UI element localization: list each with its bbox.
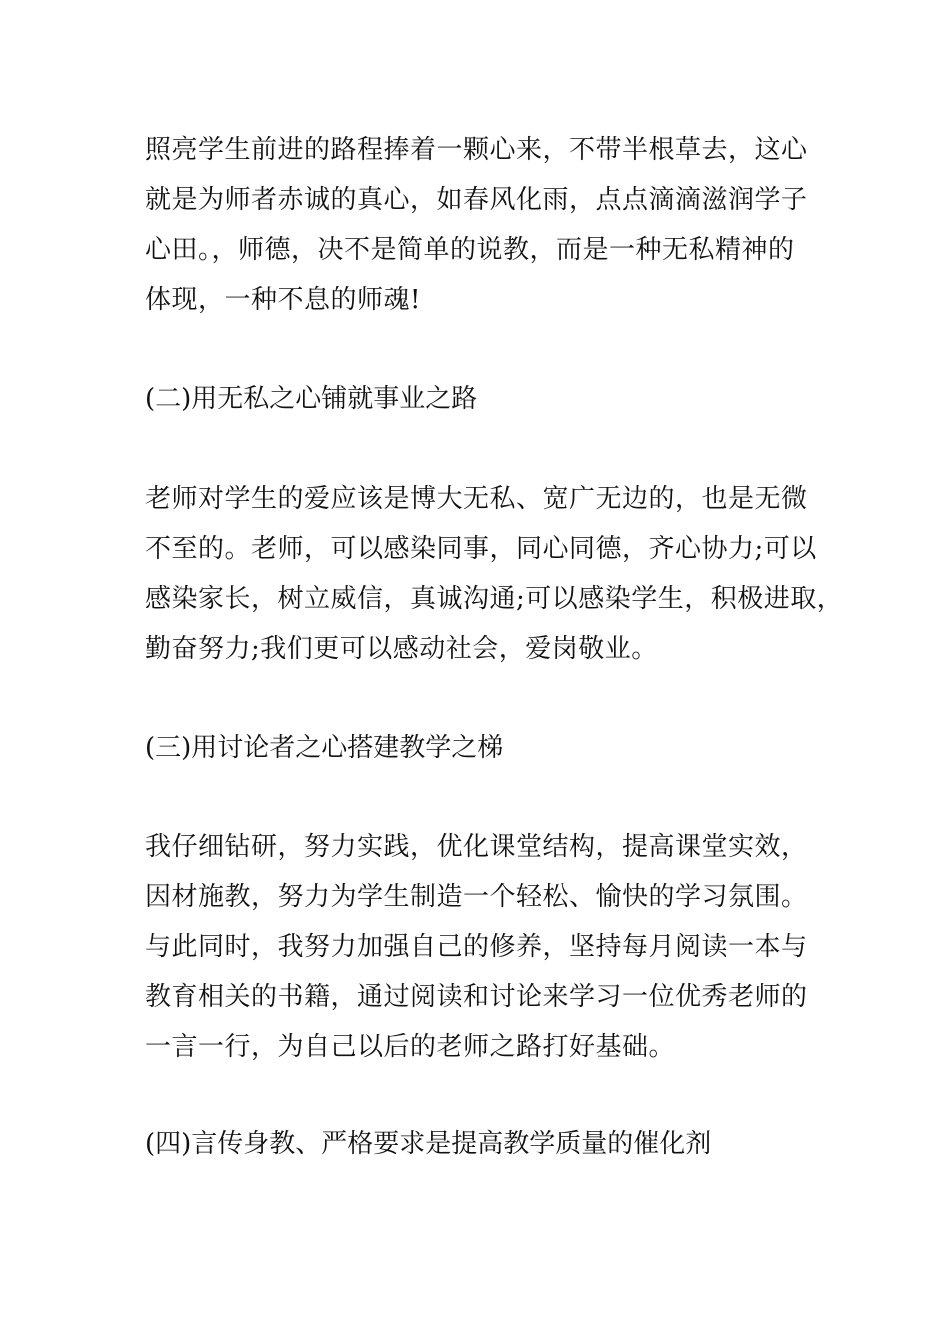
paragraph-line: 勤奋努力;我们更可以感动社会，爱岗敬业。: [145, 634, 658, 664]
paragraph-1: [145, 125, 835, 325]
paragraph-line: 感染家长，树立威信，真诚沟通;可以感染学生，积极进取，: [145, 584, 844, 614]
section-heading-3: (三)用讨论者之心搭建教学之梯: [145, 733, 504, 763]
paragraph-line: 体现，一种不息的师魂!: [145, 285, 421, 315]
section-heading-2: (二)用无私之心铺就事业之路: [145, 384, 478, 414]
paragraph-line: 一言一行，为自己以后的老师之路打好基础。: [145, 1032, 676, 1062]
paragraph-line: 老师对学生的爱应该是博大无私、宽广无边的，也是无微: [145, 484, 808, 514]
paragraph-3: [145, 822, 835, 1072]
paragraph-2: [145, 474, 844, 674]
paragraph-line: 教育相关的书籍，通过阅读和讨论来学习一位优秀老师的: [145, 982, 808, 1012]
paragraph-line: 因材施教，努力为学生制造一个轻松、愉快的学习氛围。: [145, 882, 808, 912]
paragraph-line: 就是为师者赤诚的真心，如春风化雨，点点滴滴滋润学子: [145, 185, 808, 215]
paragraph-line: 心田。，师德，决不是简单的说教，而是一种无私精神的: [145, 235, 795, 265]
paragraph-line: 照亮学生前进的路程捧着一颗心来，不带半根草去，这心: [145, 135, 808, 165]
section-heading-4: (四)言传身教、严格要求是提高教学质量的催化剂: [145, 1129, 712, 1159]
paragraph-line: 不至的。老师，可以感染同事，同心同德，齐心协力;可以: [145, 534, 817, 564]
paragraph-line: 我仔细钻研，努力实践，优化课堂结构，提高课堂实效，: [145, 832, 808, 862]
paragraph-line: 与此同时，我努力加强自己的修养，坚持每月阅读一本与: [145, 932, 808, 962]
